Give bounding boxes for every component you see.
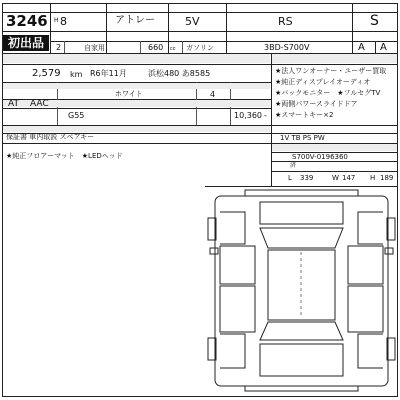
diagram-left-front-fender: [220, 212, 245, 244]
diagram-right-front-fender: [358, 212, 383, 244]
header-div-6: [375, 41, 376, 53]
car-name: アトレー: [115, 15, 155, 26]
fuel-type: ガソリン: [186, 44, 214, 52]
diagram-right-rear-fender: [358, 334, 383, 368]
vehicle-diagram: [205, 188, 398, 393]
diagram-front-bumper: [245, 190, 358, 196]
mileage: 2,579: [32, 68, 61, 79]
displacement: 660: [148, 43, 164, 52]
transmission: AT: [8, 99, 19, 109]
header-div-1: [50, 3, 51, 53]
equipment-item: ★両側パワースライドドア: [275, 100, 358, 108]
history-items: 保証書 車内取説 スペアキー: [6, 133, 95, 141]
header-div-7: [64, 41, 65, 53]
exterior-score: A: [380, 42, 387, 53]
color-code: G55: [68, 111, 85, 120]
header-div-3: [168, 3, 169, 53]
body-color: ホワイト: [115, 90, 143, 98]
equipment-header-band: [272, 54, 397, 63]
aircon: AAC: [30, 99, 49, 109]
equipment-rule-1: [271, 64, 398, 65]
diagram-rear-bumper: [245, 386, 358, 391]
inspection-date: R6年11月: [90, 69, 127, 78]
length-label: L: [288, 174, 292, 182]
equipment-item: ★純正ディスプレイオーディオ: [275, 78, 371, 86]
height-label: H: [370, 174, 376, 182]
mileage-unit: km: [70, 70, 83, 79]
doors: 2: [56, 43, 62, 52]
spec-header-band-4: [3, 126, 270, 132]
frame-header-band: [272, 144, 397, 151]
overall-score: S: [370, 13, 379, 29]
spec-rule-1: [2, 64, 271, 65]
header-div-2: [106, 3, 107, 53]
chassis-model: 3BD-S700V: [264, 43, 310, 52]
header-div-5: [352, 3, 353, 53]
frame-rule-3: [271, 171, 398, 172]
diagram-left-rear-door: [220, 286, 255, 332]
model-year-label: H: [54, 17, 59, 24]
interior-score: A: [358, 42, 365, 53]
height-value: 189: [380, 174, 394, 182]
header-div-9: [182, 41, 183, 53]
price-unit: -: [264, 111, 267, 120]
first-listing-badge: 初出品: [3, 35, 49, 51]
grade: 5V: [185, 15, 200, 28]
spec-header-band-1: [3, 54, 270, 63]
options-codes: 1V TB PS PW: [280, 134, 325, 142]
width-label: W: [332, 174, 339, 182]
equipment-item: ★スマートキー×2: [275, 111, 334, 119]
frame-note: 済: [290, 162, 297, 169]
header-div-4: [226, 3, 227, 53]
diagram-left-front-door: [220, 246, 255, 284]
diagram-hood: [260, 202, 343, 224]
seat-count: 4: [210, 90, 216, 99]
spec-right-border: [271, 53, 272, 143]
equipment-rule-2: [271, 125, 398, 126]
license-plate: 浜松480 あ8585: [148, 69, 211, 78]
frame-number: S700V-0196360: [292, 153, 348, 161]
diagram-rear-window: [260, 322, 343, 340]
header-div-8: [140, 41, 141, 53]
price: 10,360: [234, 111, 262, 120]
diagram-back-door: [260, 344, 343, 376]
diagram-right-front-door: [348, 246, 383, 284]
length-value: 339: [300, 174, 314, 182]
notes-text: ★純正フロアーマット ★LEDヘッド: [6, 152, 123, 160]
spec-header-band-2: [3, 83, 270, 89]
header-mid-rule: [2, 31, 398, 32]
width-value: 147: [342, 174, 356, 182]
diagram-windshield: [260, 228, 343, 248]
lot-number: 3246: [6, 12, 48, 30]
model-code: RS: [278, 15, 293, 28]
header-top-rule: [2, 12, 398, 13]
diagram-mirror-right: [385, 248, 393, 254]
displacement-unit: cc: [170, 46, 176, 52]
diagram-right-rear-door: [348, 286, 383, 332]
diagram-mirror-left: [210, 248, 218, 254]
diagram-left-rear-fender: [220, 334, 245, 368]
model-year: 8: [60, 15, 67, 28]
equipment-item: ★バックモニター ★フルセグTV: [275, 89, 381, 97]
equipment-item: ★法人ワンオーナー・ユーザー買取: [275, 67, 387, 75]
header-sub-rule: [50, 41, 398, 42]
diagram-top-rule: [205, 186, 398, 187]
use-type: 自家用: [84, 44, 105, 52]
